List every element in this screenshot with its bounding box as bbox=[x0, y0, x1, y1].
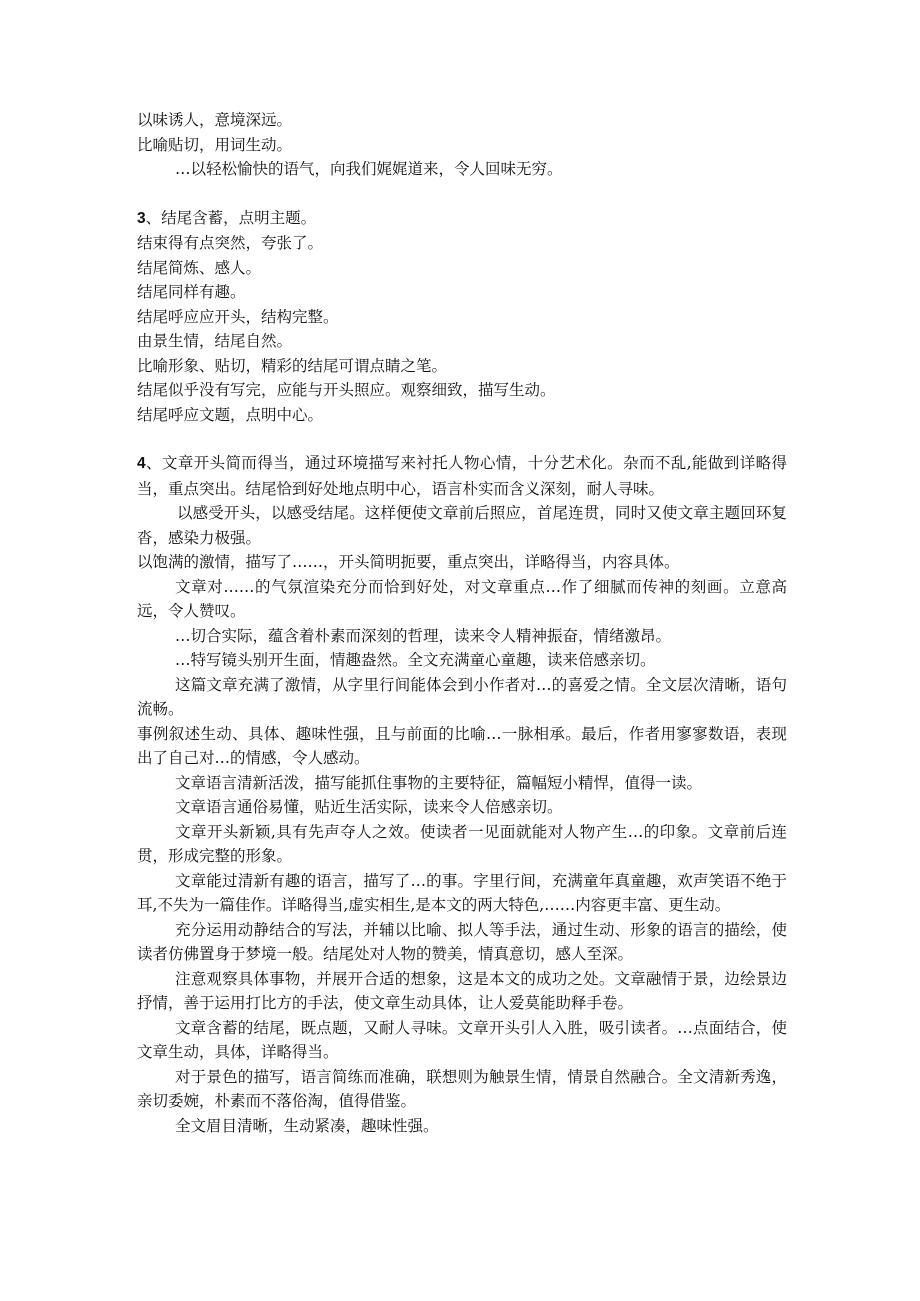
section-4-number: 4 bbox=[137, 455, 146, 472]
section-4-paragraph-5: …切合实际，蕴含着朴素而深刻的哲理，读来令人精神振奋，情绪激昂。 bbox=[175, 626, 672, 645]
section-3-line-7: 结尾似乎没有写完，应能与开头照应。观察细致，描写生动。 bbox=[137, 381, 556, 399]
section-4-paragraph-10: 文章语言通俗易懂，贴近生活实际，读来令人倍感亲切。 bbox=[175, 798, 563, 816]
section-3-line-5: 由景生情，结尾自然。 bbox=[137, 332, 293, 350]
intro-line-1: 以味诱人，意境深远。 bbox=[137, 111, 293, 129]
section-4-paragraph-8: 事例叙述生动、具体、趣味性强，且与前面的比喻…一脉相承。最后，作者用寥寥数语，表现出了自己对…的情感，令人感动。 bbox=[137, 724, 787, 767]
section-4-paragraph-14: 注意观察具体事物，并展开合适的想象，这是本文的成功之处。文章融情于景，边绘景边抒情，善于运用打比方的手法，使文章生动具体，让人爱莫能助释手卷。 bbox=[137, 969, 787, 1012]
section-3-line-4: 结尾呼应应开头，结构完整。 bbox=[137, 307, 339, 326]
section-4-paragraph-1-text: 、文章开头简而得当，通过环境描写来衬托人物心情，十分艺术化。杂而不乱,能做到详略得当，重点突出。结尾恰到好处地点明中心，语言朴实而含义深刻，耐人寻味。 bbox=[137, 454, 787, 498]
section-3-line-3: 结尾同样有趣。 bbox=[137, 283, 246, 301]
section-4-paragraph-15: 文章含蓄的结尾，既点题，又耐人寻味。文章开头引人入胜，吸引读者。…点面结合，使文章生动，具体，详略得当。 bbox=[137, 1018, 787, 1061]
intro-line-2: 比喻贴切，用词生动。 bbox=[137, 135, 293, 154]
spacer bbox=[137, 427, 787, 451]
section-4-paragraph-9: 文章语言清新活泼，描写能抓住事物的主要特征，篇幅短小精悍，值得一读。 bbox=[175, 773, 703, 792]
section-3-line-6: 比喻形象、贴切，精彩的结尾可谓点睛之笔。 bbox=[137, 356, 448, 375]
section-4-paragraph-4: 文章对……的气氛渲染充分而恰到好处，对文章重点…作了细腻而传神的刻画。立意高远，令人赞叹。 bbox=[137, 577, 787, 620]
section-3-line-8: 结尾呼应文题，点明中心。 bbox=[137, 405, 324, 424]
spacer bbox=[137, 182, 787, 206]
section-4-paragraph-7: 这篇文章充满了激情，从字里行间能体会到小作者对…的喜爱之情。全文层次清晰，语句流畅。 bbox=[137, 675, 787, 718]
section-3-line-1: 结束得有点突然，夸张了。 bbox=[137, 234, 324, 252]
section-4-paragraph-2: 以感受开头，以感受结尾。这样便使文章前后照应，首尾连贯，同时又使文章主题回环复沓，感染力极强。 bbox=[137, 504, 787, 547]
section-3-heading bbox=[137, 206, 787, 232]
section-3-title: 、结尾含蓄，点明主题。 bbox=[145, 208, 317, 227]
section-4-paragraph-1 bbox=[137, 451, 787, 501]
intro-line-3: …以轻松愉快的语气，向我们娓娓道来，令人回味无穷。 bbox=[175, 160, 563, 178]
section-4-paragraph-12: 文章能过清新有趣的语言，描写了…的事。字里行间，充满童年真童趣，欢声笑语不绝于耳,不失为一篇佳作。详略得当,虚实相生,是本文的两大特色,……内容更丰富、更生动。 bbox=[137, 871, 787, 914]
section-4-paragraph-3: 以饱满的激情，描写了……，开头简明扼要，重点突出，详略得当，内容具体。 bbox=[137, 553, 680, 571]
section-4-paragraph-6: …特写镜头别开生面，情趣盎然。全文充满童心童趣，读来倍感亲切。 bbox=[175, 651, 656, 669]
document-page bbox=[137, 108, 787, 1138]
section-3-line-2: 结尾简炼、感人。 bbox=[137, 258, 262, 277]
section-4-paragraph-11: 文章开头新颖,具有先声夺人之效。使读者一见面就能对人物产生…的印象。文章前后连贯，形成完整的形象。 bbox=[137, 822, 787, 865]
section-4-paragraph-13: 充分运用动静结合的写法，并辅以比喻、拟人等手法，通过生动、形象的语言的描绘，使读者仿佛置身于梦境一般。结尾处对人物的赞美，情真意切，感人至深。 bbox=[137, 920, 787, 963]
section-4-paragraph-17: 全文眉目清晰，生动紧凑，趣味性强。 bbox=[175, 1116, 439, 1135]
section-4-paragraph-16: 对于景色的描写，语言简练而准确，联想则为触景生情，情景自然融合。全文清新秀逸，亲切委婉，朴素而不落俗淘，值得借鉴。 bbox=[137, 1067, 787, 1110]
section-3-number: 3 bbox=[137, 209, 146, 227]
